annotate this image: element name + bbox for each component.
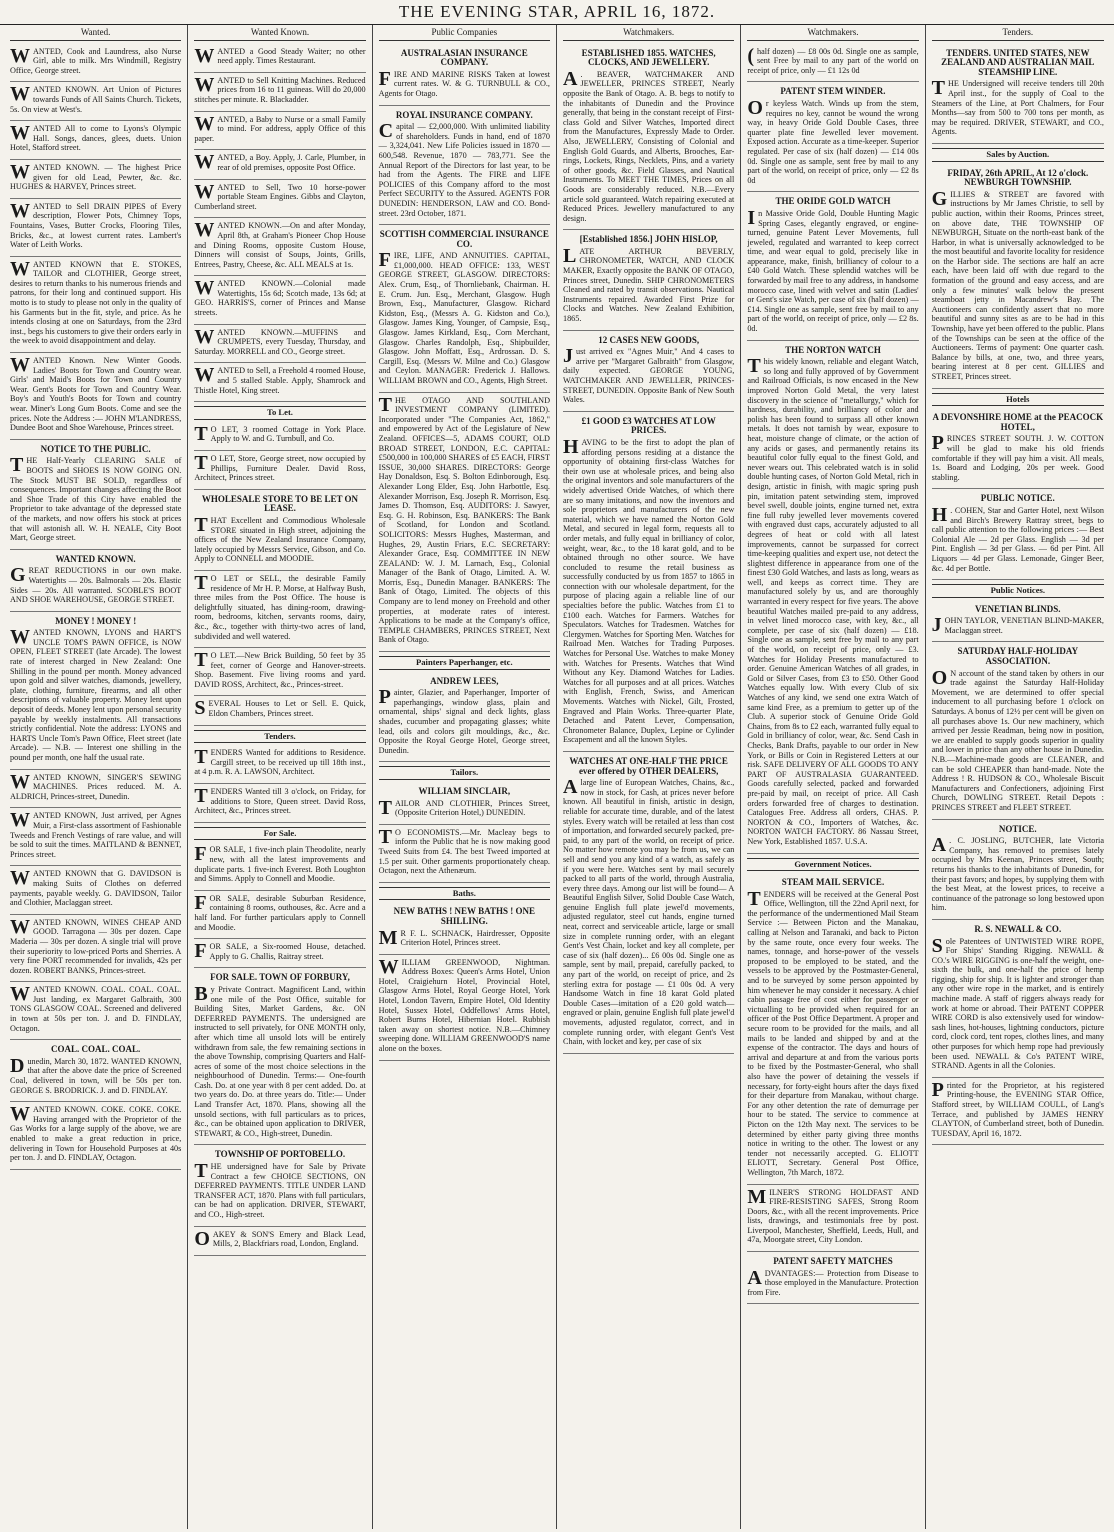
drop-capital: W <box>10 770 30 793</box>
advertisement <box>194 422 365 451</box>
advertisement <box>194 1145 365 1226</box>
advertisement <box>932 408 1104 489</box>
drop-capital: T <box>931 77 945 100</box>
drop-capital: F <box>378 67 391 90</box>
ad-text: By Private Contract. Magnificent Land, within one mile of the Post Office, suitable for Building Sites, Market Gardens, &c. ON DEFERRED PAYMENTS. The undersigned are instructed to sell privately, for ONE MONTH only, after which time all unsold lots will be entirely withdrawn from sale, the few remaining sections in the above Township, comprising Quarters and Half-acres of some of the most choice selections in the neighbourhood of Dunedin. Terms:— One-fourth Cash. Do. at one year with 8 per cent added. Do. at two years do. Do. at three years do. Title:— Under Land Transfer Act, 1870. Plans, showing all the unsold sections, with full particulars as to prices, &c., can be obtained upon application to DRIVER, STEWART, & CO., High-street, Dunedin. <box>194 982 366 1138</box>
drop-capital: F <box>194 891 207 914</box>
ad-text: M R F. L. SCHNACK, Hairdresser, Opposite Criterion Hotel, Princes street. <box>378 926 550 949</box>
ad-heading: WHOLESALE STORE TO BE LET ON LEASE. <box>201 493 359 514</box>
ad-heading: WANTED KNOWN. <box>55 553 136 564</box>
column-heading: Public Companies <box>379 27 550 41</box>
ad-heading: [Established 1856.] JOHN HISLOP, <box>579 234 718 245</box>
section-heading: Public Notices. <box>932 584 1104 598</box>
advertisement <box>194 150 365 179</box>
section-heading: Sales by Auction. <box>932 148 1104 162</box>
advertisement <box>194 891 365 939</box>
drop-capital: T <box>10 454 24 477</box>
ad-heading: SATURDAY HALF-HOLIDAY ASSOCIATION. <box>957 646 1079 667</box>
advertisement <box>194 842 365 890</box>
advertisement <box>194 968 365 1145</box>
ad-heading: COAL. COAL. COAL. <box>51 1044 141 1055</box>
ad-text: Or keyless Watch. Winds up from the stem, requires no key, cannot be wound the wrong way, in heavy Oride Gold Double Cases, three quarter plate fine Jewelled lever movement. Exposed action. Accurate as a time-keeper. Superior regulated. Per case of six (half dozen) — £14 00s 0d. Single one as sample, sent free by mail to any part of the world, on receipt of price, only — £2 8s 0d <box>747 96 919 185</box>
ad-heading: NEW BATHS ! NEW BATHS ! ONE SHILLING. <box>393 906 535 926</box>
advertisement <box>10 121 181 160</box>
ad-text: JOHN TAYLOR, VENETIAN BLIND-MAKER, Maclaggan street. <box>931 614 1104 637</box>
drop-capital: W <box>10 867 30 890</box>
drop-capital: H <box>562 435 579 458</box>
ad-text: ADVANTAGES:— Protection from Disease to those employed in the Manufacture. Protection from Fire. <box>747 1266 919 1297</box>
ad-text: WANTED KNOWN.—MUFFINS and CRUMPETS, every Tuesday, Thursday, and Saturday. MORRELL and CO., George street. <box>194 325 366 356</box>
section-heading: Hotels <box>932 393 1104 407</box>
masthead: THE EVENING STAR, APRIL 16, 1872. <box>0 0 1114 25</box>
advertisement <box>932 642 1104 819</box>
ad-heading: MONEY ! MONEY ! <box>55 615 137 626</box>
ad-text: TENDERS Wanted for additions to Residence. Cargill street, to be received up till 18th inst., at 4 p.m. R. A. LAWSON, Architect. <box>194 746 366 777</box>
advertisement <box>379 672 550 763</box>
ad-heading: ESTABLISHED 1855. WATCHES, CLOCKS, AND JEWELLERY. <box>581 47 716 68</box>
ad-text: HAVING to be the first to adopt the plan of affording persons residing at a distance the opportunity of obtaining first-class Watches for their own use at wholesale prices, and being also the original inventors and sole manufacturers of the widely advertised Oride Watches, of which there are so many imitations, and now the inventors and sole proprietors and manufacturers of the new material, which we have named the Norton Gold Metal, and secured in legal form, requests all to order metals, and fully equal in brilliancy of color, weight, wear, &c., to the 18 karat gold, and to be obtained through no other source. We have concluded to resume the retail business as successfully conducted by us from 1857 to 1865 in connection with our wholesale department, for the purpose of placing again a reliable line of our specialties before the public. Watches from £1 to £100 each. Watches for Farmers. Watches for Speculators. Watches for Tradesmen. Watches for Clergymen. Watches for Sporting Men. Watches for Railroad Men. Watches for Trading Purposes. Watches for Personal Use. Watches to make Money with. Watches for Presents. Watches that Wind Without any Key. Diamond Watches for Ladies. Watches for all purposes and at all prices. Watches with English, French, Swiss, and American Movements. Watches with Nickel, Gilt, Frosted, Engraved and Plain Works. Three-quarter Plate, Detached and Patent Lever, Compensation, Chronometer Balance, Duplex, Lepine or Cylinder Escapement and all the known Styles. <box>562 435 735 745</box>
drop-capital: T <box>194 422 208 445</box>
advertisement <box>379 955 550 1061</box>
ad-heading: A DEVONSHIRE HOME at the PEACOCK HOTEL, <box>932 412 1104 432</box>
ad-heading: TOWNSHIP OF PORTOBELLO. <box>214 1149 346 1160</box>
drop-capital: W <box>194 277 215 300</box>
advertisement <box>194 1227 365 1256</box>
ad-text: WANTED Known. New Winter Goods. Ladies' Boots for Town and Country wear. Girls' and Maid's Boots for Town and Country Wear. Gent's Boots for Town and Country Wear. Boy's and Youth's Boots for Town and country wear. Miner's Long Gum Boots. Come and see the prices. Note the Address :— JOHN M'LANDRESS, Dundee Boot and Shoe Warehouse, Princes street. <box>10 354 182 433</box>
ad-text: ( half dozen) — £8 00s 0d. Single one as sample, sent Free by mail to any part of the world on receipt of price, only — £1 12s 0d <box>747 44 919 75</box>
ad-text: FOR SALE, a Six-roomed House, detached. Apply to G. Challis, Raitray street. <box>194 940 366 963</box>
ad-text: A . BEAVER, WATCHMAKER AND JEWELLER, PRINCES STREET, Nearly opposite the Bank of Otago. A. B. begs to notify to the inhabitants of Dunedin and the Province generally, that being in the constant receipt of First-class Gold and Silver Watches, Imported direct from the Manufactures, Expressly Made to Order. Also, JEWELLERY, Consisting of Colonial and English Gold Guards, and Alberts, Brooches, Ear-rings, Lockets, Rings, Necklets, Pins, and a variety of other goods, &c. Field Glasses, and Nautical Instruments. To MEET THE TIMES, Prices on all Goods are considerably reduced. N.B.—Every article sold guaranteed. Watch repairing executed at Reduced Prices. Jewellery manufactured to any design. <box>562 67 735 223</box>
ad-text: TAILOR AND CLOTHIER, Princes Street, (Opposite Criterion Hotel,) DUNEDIN. <box>378 796 550 819</box>
drop-capital: W <box>10 809 30 832</box>
drop-capital: W <box>10 1103 30 1126</box>
ad-text: A . C. JOSLING, BUTCHER, late Victoria Company, has removed to premises lately occupied by Mrs Keenan, Princes street, South; returns his thanks to the inhabitants of Dunedin, for their past favors; and hopes, by supplying them with the best Meat, at the lowest prices, to receive a continuance of the patronage so long bestowed upon him. <box>931 834 1104 913</box>
ad-heading: WATCHES AT ONE-HALF THE PRICE ever offered by OTHER DEALERS, <box>569 755 728 776</box>
drop-capital: J <box>562 345 573 368</box>
ad-text: T O LET.—New Brick Building, 50 feet by 35 feet, corner of George and Hanover-streets. Shop. Basement. Five living rooms and yard. DAVID ROSS, Architect, &c., Princes-street. <box>194 649 366 689</box>
ad-text: In Massive Oride Gold, Double Hunting Magic Spring Cases, elegantly engraved, or engine-turned, genuine Patent Lever Movements, full jeweled, regulated and warranted to keep correct time, and wear equal to gold, precisely like in appearance, make, finish, brilliancy of colour to a £40 Gold Watch. These splendid watches will be forwarded by mail free to any address, in handsome morocco case, lined with velvet and satin (Ladies' or Gent's size Watch, per case of six (half dozen) — £14. Single one as sample, sent free by mail to any part of the world, on receipt of price, only — £2 8s. 0d. <box>747 206 919 334</box>
drop-capital: S <box>194 697 206 720</box>
section-heading: For Sale. <box>194 827 365 841</box>
advertisement <box>194 180 365 219</box>
advertisement <box>194 44 365 73</box>
advertisement <box>747 44 918 83</box>
advertisement <box>563 230 734 330</box>
advertisement <box>379 393 550 652</box>
advertisement <box>747 82 918 192</box>
drop-capital: T <box>378 393 392 416</box>
drop-capital: A <box>747 1266 762 1289</box>
drop-capital: T <box>747 887 761 910</box>
drop-capital: P <box>931 1078 944 1101</box>
ad-heading: TENDERS. UNITED STATES, NEW ZEALAND AND AUSTRALIAN MAIL STEAMSHIP LINE. <box>941 47 1095 77</box>
columns <box>0 25 1114 1529</box>
section-heading: Tailors. <box>379 766 550 780</box>
ad-text: WANTED, a Baby to Nurse or a small Family to mind. For address, apply Office of this paper. <box>194 112 366 143</box>
advertisement <box>10 1040 181 1102</box>
ad-text: WANTED KNOWN, LYONS and HART'S UNCLE TOM'S PAWN OFFICE, is NOW OPEN, FLEET STREET (late Arcade). The lowest rate of interest charged in New Zealand: One Shilling in the pound per month. Money advanced upon gold and silver watches, diamonds, jewellery, plate, clothing, furniture, firearms, and all other descriptions of valuable property. Money lent upon deposit of deeds. Money lent upon personal security payable by weekly instalments. All transactions strictly confidential. Note the address: LYONS and HARTS Uncle Tom's Pawn Office, Fleet street (late Arcade). — N.B. — Interest one shilling in the pound per month, one half the usual rate. <box>10 626 182 762</box>
ad-text: WANTED a Good Steady Waiter; no other need apply. Times Restaurant. <box>194 44 366 67</box>
ad-heading: AUSTRALASIAN INSURANCE COMPANY. <box>400 47 528 68</box>
ad-text: Capital — £2,000,000. With unlimited liability of shareholders. Funds in hand, end of 1870 — 3,324,041. New Life Policies issued in 1870 — 600,548. Revenue, 1870 — 783,771. See the Annual Report of the Directors for last year, to be had from the Agents. The FIRE and LIFE POLICIES of this Company afford to the most Perfect SECURITY to the Assured. AGENTS FOR DUNEDIN: HENDERSON, LAW and CO. Bond-street. 23rd October, 1871. <box>378 120 550 218</box>
drop-capital: M <box>747 1185 767 1208</box>
advertisement <box>10 160 181 199</box>
advertisement <box>10 915 181 983</box>
ad-heading: FOR SALE. TOWN OF FORBURY, <box>210 972 350 983</box>
advertisement <box>10 199 181 257</box>
advertisement <box>194 276 365 324</box>
ad-text: WANTED, Cook and Laundress, also Nurse Girl, able to milk. Mrs Windmill, Registry Office, George street. <box>10 44 182 75</box>
advertisement <box>194 745 365 784</box>
drop-capital: W <box>10 199 30 222</box>
ad-text: GREAT REDUCTIONS in our own make. Watertights — 20s. Balmorals — 20s. Elastic Sides — 20s. All warranted. SCOBLE'S BOOT AND SHOE WAREHOUSE, GEORGE STREET. <box>10 564 182 605</box>
section-heading: Painters Paperhanger, etc. <box>379 656 550 670</box>
advertisement <box>10 770 181 809</box>
column-1 <box>4 25 188 1529</box>
ad-heading: PATENT STEM WINDER. <box>780 86 886 97</box>
ad-text: THAT Excellent and Commodious Wholesale STORE situated in High street, adjoining the offices of the New Zealand Insurance Company, lately occupied by Messrs Service, Gibson, and Co. Apply to CONNELL and MOODIE. <box>194 513 366 564</box>
advertisement <box>10 550 181 612</box>
ad-text: THE Undersigned will receive tenders till 20th April inst., for the supply of Coal to the Steamers of the Line, at Port Chalmers, for Four Months—say from 500 to 700 tons per month, as may be required. DRIVER, STEWART, and CO., Agents. <box>931 77 1104 137</box>
section-heading: Government Notices. <box>747 858 918 872</box>
drop-capital: W <box>10 257 30 280</box>
advertisement <box>194 696 365 725</box>
drop-capital: W <box>378 955 399 978</box>
ad-heading: PUBLIC NOTICE. <box>980 493 1055 504</box>
drop-capital: T <box>194 571 208 594</box>
advertisement <box>194 648 365 696</box>
advertisement <box>10 82 181 121</box>
ad-text: PRINCES STREET SOUTH. J. W. COTTON will be glad to make his old friends comfortable if they will pay him a visit. All meals, 1s. Board and Lodging, 20s per week. Good stabling. <box>931 432 1104 482</box>
ad-text: Sole Patentees of UNTWISTED WIRE ROPE, For Ships' Standing Rigging. NEWALL & CO.'s WIRE RIGGING is one-half the weight, one-sixth the bulk, and one-half the price of hemp rigging, ship for ship. It is lighter and stronger than any other wire rope in the market, and is entirely machine made. A staff of riggers always ready for work at home or abroad. Their PATENT COPPER WIRE CORD is also extensively used for window-sash lines, hot-houses, lightning conductors, picture cord, clock cord, tent ropes, clothes lines, and many other purposes for which hemp rope had previously been used. NEWALL & Co's PATENT WIRE, STRAND. Agents in all the Colonies. <box>931 934 1104 1071</box>
ad-text: WANTED, a Boy. Apply, J. Carle, Plumber, in rear of old premises, opposite Post Office. <box>194 151 366 174</box>
drop-capital: W <box>10 354 30 377</box>
drop-capital: T <box>378 796 392 819</box>
drop-capital: T <box>194 649 208 672</box>
ad-heading: NOTICE. <box>998 823 1037 834</box>
drop-capital: A <box>562 776 578 799</box>
column-heading: Watchmakers. <box>563 27 734 41</box>
ad-heading: ANDREW LEES, <box>430 675 499 686</box>
advertisement <box>10 44 181 83</box>
advertisement <box>194 490 365 571</box>
ad-heading: WILLIAM SINCLAIR, <box>418 785 511 796</box>
advertisement <box>563 331 734 412</box>
drop-capital: C <box>378 120 394 143</box>
drop-capital: F <box>378 249 391 272</box>
ad-text: Printed for the Proprietor, at his registered Printing-house, the EVENING STAR Office, Stafford street, by WILLIAM COULL, of Lang's Terrace, and published by JAMES HENRY CLAYTON, of Cumberland street, both of Dunedin. TUESDAY, April 16, 1872. <box>931 1078 1104 1138</box>
drop-capital: O <box>194 1227 210 1250</box>
drop-capital: W <box>10 160 30 183</box>
ad-text: This widely known, reliable and elegant Watch, so long and fully approved of by Government and Railroad Officials, is now encased in the New improved Norton Gold Metal, the very latest discovery in the science of "metallurgy," which for hardness, durability, and brilliancy of color and polish has been found to surpass all other known metals. It does not tarnish by wear, exposure to heat, moisture change of climate, or the action of any acids or gases, and permanently retains its beautiful color fully equal to the finest Gold, and never wears out. This celebrated watch is in solid double hunting cases, of Norton Gold Metal, rich in design, artistic in finish, with magic spring push pin, imitation patent setwinding stem, improved bevel swell, double joints, engine turned net, extra fine full ruby jewelled lever movements covered with engraved dust caps, accurately adjusted to all degrees of heat or cold with all latest improvements, cannot be surpassed for correct time-keeping qualities and expert use, not detect the slightest difference in appearance from one of the finest £30 Gold Watches, and lasts as long, wears as well, and keeps as correct time. They are manufactured solely by us, and are thoroughly warranted in every respect for five years. The above beautiful Watches mailed pre-paid to any address, in velvet lined morocco case, with key, &c., all complete, per case of six (half dozen) — £18. Single one as sample, sent free by mail to any part of the world, on receipt of price, only — £3. Watches for Holiday Presents manufactured to order. Genuine American Watches of all grades, in Gold or Silver Cases, from £3 to £50. Other Good Watches equally low. With every Club of six Watches of any kind, we send one extra Watch of same kind Free, as a premium to getter up of the Club. A superior stock of Genuine Oride Gold Chains, from 8s to £2 each, warranted fully equal to Gold in brilliancy of color, wear, &c. Send Cash in Checks, Bank Drafts, payable to our order in New York, or Bills or Coin in Registered Letters at our risk. SAFE DELIVERY OF ALL GOODS TO ANY PART OF AUSTRALASIA GUARANTEED. Goods carefully selected, packed and forwarded pre-paid by mail, on receipt of price. All Cash orders forwarded free of charges to destination. Catalogues Free. Address all orders, CHAS. P. NORTON & CO., Importers of Watches, &c. NORTON WATCH FACTORY. 86 Nassau Street, New York, Established 1857. U.S.A. <box>747 355 919 846</box>
drop-capital: O <box>747 96 763 119</box>
drop-capital: B <box>194 982 208 1005</box>
column-6 <box>926 25 1110 1529</box>
ad-text: WANTED KNOWN. COAL. COAL. COAL. Just landing, ex Margaret Galbraith, 300 TONS GLASGOW COAL. Screened and delivered in town at 50s per ton. J. and D. FINDLAY, Octagon. <box>10 983 182 1033</box>
section-heading: Tenders. <box>194 730 365 744</box>
ad-heading: FRIDAY, 26th APRIL, At 12 o'clock. NEWBURGH TOWNSHIP. <box>947 167 1089 188</box>
advertisement <box>747 192 918 340</box>
drop-capital: I <box>747 206 756 229</box>
drop-capital: G <box>931 187 948 210</box>
ad-text: LATE ARTHUR BEVERLY, CHRONOMETER, WATCH, AND CLOCK MAKER, Exactly opposite the BANK OF OTAGO, Princes street, Dunedin. SHIP CHRONOMETERS Cleaned and rated by transit observations. Nautical Instruments repaired. Awarded First Prize for Clocks and Watches. New Zealand Exhibition, 1865. <box>562 244 735 324</box>
ad-text: T O LET, 3 roomed Cottage in York Place. Apply to W. and G. Turnbull, and Co. <box>194 422 366 445</box>
ad-text: FOR SALE, 1 five-inch plain Theodolite, nearly new, with all the latest improvements and duplicate parts. 1 five-inch Everest. Both Loughton and Simms. Apply to Connell and Moodie. <box>194 843 366 884</box>
ad-text: WANTED KNOWN, WINES CHEAP AND GOOD. Tarragona — 30s per dozen. Cape Maderia — 30s per dozen. A single trial will prove their superiority to low-priced Ports and Sherries. A very fine PORT recommended for invalids, 42s per dozen. ROBERT BANKS, Princes-street. <box>10 915 182 975</box>
advertisement <box>379 782 550 825</box>
ad-text: FIRE, LIFE, AND ANNUITIES. CAPITAL, £1,000,000. HEAD OFFICE: 133, WEST GEORGE STREET, GLASGOW. DIRECTORS: Alex. Crum, Esq., of Thornliebank, Chairman. H. E. Crum. Jun. Esq., Merchant, Glasgow. Hugh Brown, Esq., Manufacturer, Glasgow. Richard Kidston, Esq., (Messrs A. G. Kidston and Co.), Glasgow. James King, Younger, of Campsie, Esq., Glasgow. James Kirkland, Esq., Corn Merchant, Glasgow. Charles Randolph, Esq., Shipbuilder, Glasgow. John Moffatt, Esq., Ardrossan. D. S. Cargill, Esq. (Messrs W. Milne and Co.) Glasgow and Ceylon. MANAGER: Frederick J. Hallows. WILLIAM BROWN and CO., Agents, High Street. <box>378 249 550 385</box>
drop-capital: T <box>747 355 761 378</box>
ad-heading: THE NORTON WATCH <box>785 344 881 355</box>
advertisement <box>932 600 1104 643</box>
drop-capital: P <box>931 432 944 455</box>
advertisement <box>747 1185 918 1253</box>
drop-capital: W <box>194 112 215 135</box>
advertisement <box>379 106 550 226</box>
ad-text: WANTED KNOWN. COKE. COKE. COKE. Having arranged with the Proprietor of the Gas Works for a large supply of the above, we are enabled to make a great reduction in price, delivering in Town for Household Purposes at 40s per ton. J. and D. FINDLAY, Octagon. <box>10 1103 182 1163</box>
ad-text: O N account of the stand taken by others in our trade against the Saturday Half-Holiday Movement, we are determined to offer special inducement to all purchasing before 1 o'clock on Saturdays. A bonus of 12½ per cent will be given on all purchases above 1s. Our new machinery, which arrived per Jessie Readman, being now in position, we are enabled to supply goods superior in quality and lower in price than any other house in Dunedin. N.B.—Machine-made goods are CLEANER, and can be sold CHEAPER than hand-made. Note the Address ! R. HUDSON & CO., Wholesale Biscuit Manufacturers and Confectioners, adjoining First Church, DOWLING STREET. Retail Depots : PRINCES STREET and FLEET STREET. <box>931 666 1104 812</box>
advertisement <box>194 784 365 823</box>
ad-text: WANTED to Sell, Two 10 horse-power portable Steam Engines. Gibbs and Clayton, Cumberland street. <box>194 180 366 211</box>
advertisement <box>10 1102 181 1170</box>
drop-capital: J <box>931 614 942 637</box>
advertisement <box>563 44 734 231</box>
column-heading: Wanted Known. <box>194 27 365 41</box>
ad-heading: STEAM MAIL SERVICE. <box>781 877 885 888</box>
advertisement <box>194 218 365 276</box>
ad-text: WANTED to Sell, a Freehold 4 roomed House, and 5 stalled Stable. Apply, Shamrock and Thistle Hotel, King street. <box>194 364 366 395</box>
column-heading: Tenders. <box>932 27 1104 41</box>
drop-capital: W <box>10 983 30 1006</box>
ad-text: OAKEY & SON'S Emery and Black Lead, Mills, 2, Blackfriars road, London, England. <box>194 1227 366 1250</box>
ad-text: SEVERAL Houses to Let or Sell. E. Quick, Eldon Chambers, Princes street. <box>194 697 366 720</box>
drop-capital: W <box>10 44 30 67</box>
advertisement <box>10 866 181 914</box>
ad-text: Painter, Glazier, and Paperhanger, Importer of paperhangings, window glass, plain and ornamental, ships' signal and deck lights, glass shades, cucumber and propagating glasses; white lead, oils and colors gilt mouldings, &c., &c. Opposite the Royal George Hotel, George street, Dunedin. <box>378 686 550 755</box>
drop-capital: F <box>194 843 207 866</box>
advertisement <box>194 73 365 112</box>
ad-heading: THE ORIDE GOLD WATCH <box>775 196 891 207</box>
advertisement <box>10 440 181 550</box>
drop-capital: O <box>931 666 948 689</box>
ad-text: THE OTAGO AND SOUTHLAND INVESTMENT COMPANY (LIMITED). Incorporated under "The Companies Act, 1862," and empowered by Act of the Legislature of New Zealand. OFFICES—5, ADAMS COURT, OLD BROAD STREET, LONDON, E.C. CAPITAL: £500,000 in 100,000 SHARES of £5 EACH, FIRST ISSUE, 30,000 SHARES. DIRECTORS: George Hay Donaldson, Esq. S. Bolton Edinborough, Esq. Alexander Long Elder, Esq. John Harbottle, Esq. Alexander Morrison, Esq. Joseph R. Morrison, Esq. James D. Thomson, Esq. AUDITORS: J. Sawyer, Esq. G. H. Robinson, Esq. BANKERS: The Bank of Scotland, for London and Scotland. SOLICITORS: Messrs Hughes, Masterman, and Hughes, 29, Austin Friars, E.C. SECRETARY: Alexander Grace, Esq. COMMITTEE IN NEW ZEALAND: W. J. M. Larnach, Esq., Colonial Manager of the Bank of Otago, Limited. A. W. Morris, Esq., Dunedin Manager. BANKERS: The Bank of Otago, Limited. The objects of this Company are to lend money on Freehold and other properties, at moderate rates of interest. Applications to be made at the Company's office, TEMPLE CHAMBERS, PRINCES STREET, Next Bank of Otago. <box>378 393 550 645</box>
ad-text: WANTED to Sell DRAIN PIPES of Every description, Flower Pots, Chimney Tops, Fountains, Vases, Butter Crocks, Flooring Tiles, Bricks, &c., at lowest current rates. Lambert's Water of Leith Works. <box>10 199 182 250</box>
ad-heading: NOTICE TO THE PUBLIC. <box>40 443 151 454</box>
ad-heading: SCOTTISH COMMERCIAL INSURANCE CO. <box>379 229 549 249</box>
column-heading: Watchmakers. <box>747 27 918 41</box>
column-4 <box>557 25 741 1529</box>
drop-capital: W <box>194 325 215 348</box>
column-5 <box>741 25 925 1529</box>
advertisement <box>932 920 1104 1078</box>
advertisement <box>10 353 181 440</box>
ad-text: TENDERS Wanted till 3 o'clock, on Friday, for additions to Store, Queen street. David Ross, Architect, &c., Princes street. <box>194 785 366 816</box>
ad-text: FIRE AND MARINE RISKS Taken at lowest current rates. W. & G. TURNBULL & CO., Agents for Otago. <box>378 67 550 98</box>
advertisement <box>10 257 181 353</box>
ad-text: Just arrived ex "Agnes Muir," And 4 cases to arrive per "Margaret Galbraith" from Glasgow, daily expected. GEORGE YOUNG, WATCHMAKER AND JEWELLER, PRINCES-STREET, DUNEDIN. Opposite Bank of New South Wales. <box>562 345 735 405</box>
drop-capital: T <box>194 785 208 808</box>
drop-capital: W <box>10 626 30 649</box>
drop-capital: W <box>10 83 30 106</box>
ad-text: WANTED KNOWN.—Colonial made Watertights, 15s 6d; Scotch made, 13s 6d; at GEO. HARRIS'S, corner of Princes and Manse streets. <box>194 277 366 318</box>
advertisement <box>194 363 365 402</box>
ad-text: WILLIAM GREENWOOD, Nightman. Address Boxes: Queen's Arms Hotel, Union Hotel, Craigiehurn Hotel, Provincial Hotel, Glasgow Arms Hotel, Royal George Hotel, York Hotel, London Tavern, Empire Hotel, Old Identity Hotel, Sussex Hotel, Oddfellows' Arms Hotel, Robert Burns Hotel, Hibernian Hotel. Rubbish taken away on shortest notice. N.B.—Chimney sweeping done. WILLIAM GREENWOOD'S name alone on the boxes. <box>378 955 550 1054</box>
drop-capital: W <box>10 915 30 938</box>
ad-text: WANTED KNOWN, SINGER'S SEWING MACHINES. Prices reduced. M. A. ALDRICH, Princes-street, Dunedin. <box>10 770 182 801</box>
advertisement <box>379 902 550 954</box>
advertisement <box>10 612 181 770</box>
advertisement <box>932 489 1104 580</box>
advertisement <box>932 1078 1104 1146</box>
advertisement <box>10 808 181 866</box>
ad-text: WANTED All to come to Lyons's Olympic Hall. Songs, dances, glees, duets. Union Hotel, Stafford street. <box>10 122 182 153</box>
advertisement <box>932 164 1104 389</box>
section-heading: To Let. <box>194 406 365 420</box>
ad-heading: £1 GOOD £3 WATCHES AT LOW PRICES. <box>581 415 716 436</box>
advertisement <box>379 225 550 393</box>
advertisement <box>194 451 365 490</box>
advertisement <box>379 44 550 106</box>
advertisement <box>194 325 365 364</box>
advertisement <box>194 939 365 968</box>
advertisement <box>747 873 918 1184</box>
drop-capital: F <box>194 940 207 963</box>
drop-capital: T <box>194 1160 208 1183</box>
ad-text: WANTED KNOWN. — The highest Price given for old Lead, Pewter, &c. &c. HUGHES & HARVEY, Princes street. <box>10 160 182 192</box>
drop-capital: W <box>194 151 215 174</box>
advertisement <box>194 112 365 151</box>
drop-capital: H <box>931 503 948 526</box>
advertisement <box>194 571 365 648</box>
advertisement <box>10 982 181 1040</box>
column-3 <box>373 25 557 1529</box>
drop-capital: T <box>378 825 392 848</box>
drop-capital: M <box>378 926 398 949</box>
drop-capital: T <box>194 513 208 536</box>
ad-text: T O ECONOMISTS.—Mr. Macleay begs to inform the Public that he is now making good Tweed Suits from £4. The best Tweed imported at 1.5 per suit. Other garments proportionately cheap. Octagon, next the Athenæum. <box>378 825 550 876</box>
ad-text: WANTED to Sell Knitting Machines. Reduced prices from 16 to 11 guineas. Will do 20,000 stitches per minute. R. Blackadder. <box>194 73 366 104</box>
drop-capital: L <box>562 244 577 267</box>
drop-capital: W <box>194 364 215 387</box>
drop-capital: W <box>10 122 30 145</box>
drop-capital: W <box>194 73 215 96</box>
section-heading: Baths. <box>379 887 550 901</box>
column-2 <box>188 25 372 1529</box>
drop-capital: T <box>194 452 208 474</box>
advertisement <box>747 1252 918 1304</box>
ad-text: WANTED KNOWN that G. DAVIDSON is making Suits of Clothes on deferred payments, payable weekly. G. DAVIDSON, Tailor and Clothier, Maclaggan street. <box>10 867 182 908</box>
drop-capital: P <box>378 686 391 709</box>
ad-text: WANTED KNOWN. Art Union of Pictures towards Funds of All Saints Church. Tickets, 5s. On view at West's. <box>10 83 182 114</box>
ad-text: MILNER'S STRONG HOLDFAST AND FIRE-RESISTING SAFES, Strong Room Doors, &c., with all the recent improvements. Price lists, drawings, and testimonials free by post. Liverpool, Manchester, Sheffield, Leeds, Hull, and 47a, Moorgate street, City London. <box>747 1185 919 1245</box>
ad-heading: R. S. NEWALL & CO. <box>974 923 1062 934</box>
ad-text: WANTED KNOWN that E. STOKES, TAILOR and CLOTHIER, George street, desires to return thanks to his numerous friends and patrons, for their long and continued support. His motto is to study to please not only in the quality of his Garments but in the fit, style, and price. As he intends closing at one on Saturdays, from the 23rd inst., begs his customers to give their orders early in the week to avoid disappointment and delay. <box>10 257 182 346</box>
drop-capital: G <box>10 564 26 587</box>
ad-text: T O LET or SELL, the desirable Family residence of Mr H. P. Morse, at Halfway Bush, three miles from the Post Office. The house is delightfully situated, has dining-room, drawing-room, bedrooms, kitchen, servants rooms, dairy, &c., &c., together with thirty-two acres of land, subdivided and well watered. <box>194 571 366 641</box>
ad-text: H . COHEN, Star and Garter Hotel, next Wilson and Birch's Brewery Rattray street, begs to call public attention to the following prices :— Best Colonial Ale — 2d per Glass. English — 3d per Pint. English — 3d per Glass. — 6d per Pint. All Liquors — 4d per Glass. Lemonade, Ginger Beer, &c. 4d per Bottle. <box>931 503 1104 573</box>
drop-capital: W <box>194 219 215 242</box>
advertisement <box>563 752 734 1054</box>
ad-text: Dunedin, March 30, 1872. WANTED KNOWN, that after the above date the price of Screened Coal, delivered in town, will be 50s per ton. GEORGE S. BRODRICK. J. and D. FINDLAY. <box>10 1054 182 1095</box>
ad-heading: VENETIAN BLINDS. <box>975 603 1061 614</box>
drop-capital: S <box>931 934 943 957</box>
drop-capital: ( <box>747 44 754 67</box>
drop-capital: D <box>10 1054 25 1077</box>
drop-capital: A <box>931 834 947 857</box>
ad-text: WANTED KNOWN, Just arrived, per Agnes Muir, a First-class assortment of Fashionable Tweeds and French Vestings of rare value, and will be sold to suit the times. MAITLAND & BENNET, Princes street. <box>10 809 182 859</box>
drop-capital: W <box>194 180 215 203</box>
advertisement <box>379 825 550 883</box>
column-heading: Wanted. <box>10 27 181 41</box>
ad-text: TENDERS will be received at the General Post Office, Wellington, till the 22nd April next, for the performance of the undermentioned Mail Steam Service :— Between Picton and the Manakau, calling at Nelson and Taranaki, and back to Picton by the same route, once every four weeks. The names, tonnage, and horse-power of the vessels proposed to be employed to be stated, and the vessels to be approved by the Postmaster-General, and to be surveyed by some person appointed by him whenever he may consider it necessary. A chief cabin passage free of cost either for passenger or victualling to be provided when required for an officer of the Post Office Department. A proper and secure room to be provided for the mails, and all mails to be landed and shipped by and at the expense of the contractor. The days and hours of arrival and departure at and from the various ports to be fixed by the Postmaster-General, who shall also have the power of detaining the vessels if necessary, for forty-eight hours after the days fixed for their departure from Manakau, without charge. For any other detention the rate of demurrage per hour to be stated. The service to commence at Picton on the 12th May next. The services to be determined by either party giving three months notice in writing to the other. The lowest or any tender not necessarily accepted. G. ELIOTT ELIOTT, Secretary. General Post Office, Wellington, 7th March, 1872. <box>747 887 919 1177</box>
ad-text: A large line of European Watches, Chains, &c., now in stock, for Cash, at prices never before known. All beautiful in finish, artistic in design, reliable for accurate time, durable, and of the latest styles. Every watch will be retailed at less than cost of importation, and forwarded securely packed, pre-paid, to any part of the world, on receipt of price. No matter how remote you may be from us, we can sell and send you any kind of a watch, as safely as if you were here. Watches sent by mail securely packed to all parts of the world, through Australia, every three days. Among our list will be found— A Beautiful English Silver, Solid Double Case Watch, genuine English full plate jewel'd movements, adjusted regulator, steel cut hands, engine turned neat, correct and serviceable article, large or small size in complete running order, with an elegant Gent's Vest Chain, locket and key all complete, per case of six (half dozen)... £6 00s 0d. Single one as sample, sent by mail, prepaid, carefully packed, to any part of the world, on receipt of price, and 2s sterling extra for postage — £1 00s 0d. A very Handsome Watch in fine 18 karat Gold plated Double Cases—imitation of a £20 gold watch—engraved or plain, genuine English full plate jewel'd movements, adjusted regulator, correct, and in complete running order, with elegant Gent's Vest Chain, with locket and key, per case of six <box>562 776 735 1047</box>
drop-capital: W <box>194 44 215 67</box>
advertisement <box>563 412 734 752</box>
ad-heading: PATENT SAFETY MATCHES <box>773 1256 893 1267</box>
advertisement <box>932 44 1104 144</box>
ad-heading: 12 CASES NEW GOODS, <box>598 334 700 345</box>
ad-text: FOR SALE, desirable Suburban Residence, containing 8 rooms, outhouses, &c. Acre and a half land. For further particulars apply to Connell and Moodie. <box>194 891 366 932</box>
ad-text: GILLIES & STREET are favored with instructions by Mr James Christie, to sell by public auction, within their Rooms, Princes street, on above date, THE TOWNSHIP OF NEWBURGH, Situate on the north-east bank of the Harbor, in what is universally acknowledged to be the most beautiful and favorite locality for residence on the Harbor side. The sections are half an acre each, have been laid off with due regard to the formation of the ground and easy access, and are only a few minutes' walk below the present steamboat jetty in Macandrew's Bay. The Auctioneers can confidently assert that no more beautiful and sunny sites as are to be had in this Township, have yet been offered to the public. Plans of the Townships can be seen at the office of the Auctioneers. Terms of payment: One quarter cash. Balance by bills, at one, two, and three years, bearing interest at 8 per cent. GILLIES and STREET, Princes street. <box>931 187 1104 381</box>
advertisement <box>932 820 1104 920</box>
advertisement <box>747 341 918 854</box>
drop-capital: T <box>194 746 208 769</box>
ad-text: WANTED KNOWN.—On and after Monday, April 8th, at Graham's Pioneer Chop House and Dining Rooms, opposite Custom House, Dinners will consist of Soups, Joints, Grills, Entrees, Pastry, Cheese, &c. ALL MEALS at 1s. <box>194 219 366 269</box>
ad-text: T O LET, Store, George street, now occupied by Phillips, Furniture Dealer. David Ross, Architect, Princes street. <box>194 452 366 483</box>
ad-text: THE undersigned have for Sale by Private Contract a few CHOICE SECTIONS, ON DEFERRED PAYMENTS. TITLE UNDER LAND TRANSFER ACT, 1870. Plans with full particulars, can be had on application. DRIVER, STEWART, and CO., High-street. <box>194 1160 366 1219</box>
drop-capital: A <box>562 67 578 90</box>
ad-text: THE Half-Yearly CLEARING SALE of BOOTS and SHOES IS NOW GOING ON. The Stock MUST BE SOLD, regardless of consequences. Important changes affecting the Boot and Shoe Trade of this City have enabled the Proprietor to take advantage of the depressed state of the markets, and now offers his stock at prices that will astonish all. W. H. NEALE, City Boot Mart, George street. <box>10 454 182 543</box>
ad-heading: ROYAL INSURANCE COMPANY. <box>395 109 533 120</box>
